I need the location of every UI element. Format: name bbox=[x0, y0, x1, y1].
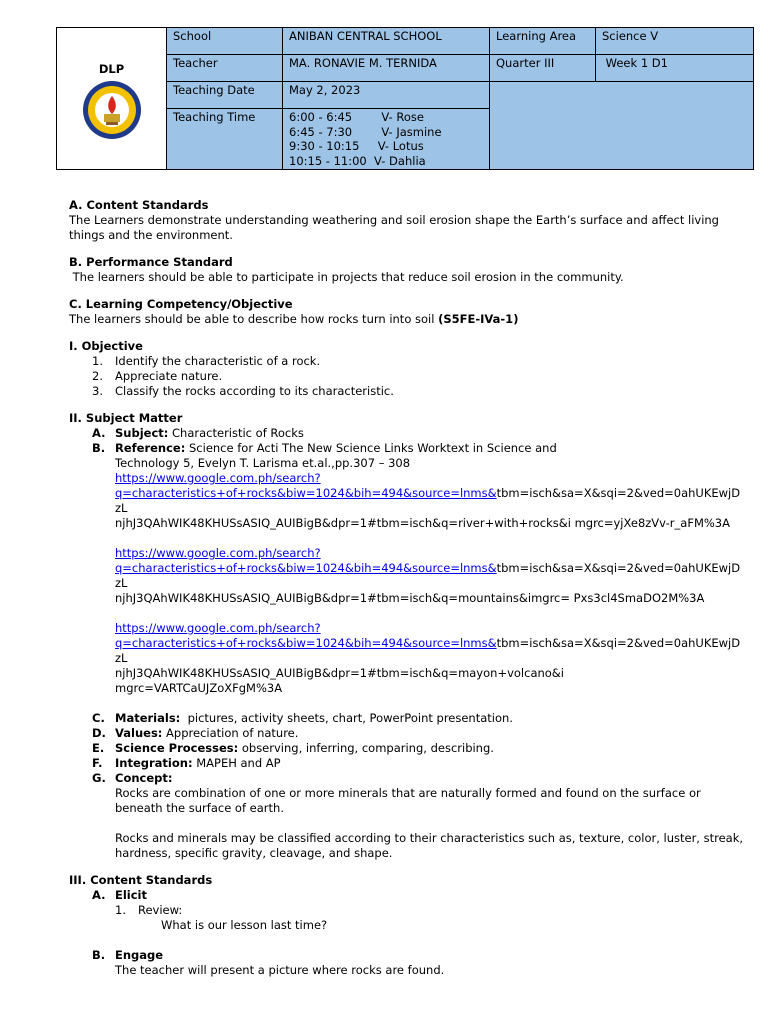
list-item bbox=[92, 369, 744, 384]
empty-cell bbox=[490, 82, 754, 170]
item-letter: E. bbox=[92, 741, 105, 755]
lesson-body bbox=[69, 198, 744, 978]
item-number: 2. bbox=[92, 369, 103, 383]
item-text: Appreciate nature. bbox=[115, 369, 223, 383]
link-text: njhJ3QAhWIK48KHUSsASIQ_AUIBigB&dpr=1#tbm=isch&q=river+with+rocks&i mgrc=yjXe8zVv-r_aFM%3A bbox=[115, 516, 730, 530]
item-key: Engage bbox=[115, 948, 164, 962]
objective-title: I. Objective bbox=[69, 339, 143, 353]
reference-continued: Technology 5, Evelyn T. Larisma et.al.,pp.307 – 308 bbox=[115, 456, 411, 470]
content-3-list bbox=[92, 888, 744, 978]
week-value: Week 1 D1 bbox=[596, 55, 754, 82]
item-key: Values: bbox=[115, 726, 163, 740]
item-letter: A. bbox=[92, 888, 106, 902]
list-item bbox=[92, 426, 744, 441]
header-table bbox=[56, 27, 754, 170]
item-key: Concept: bbox=[115, 771, 173, 785]
time-line: 9:30 - 10:15 V- Lotus bbox=[289, 139, 424, 153]
list-item bbox=[92, 888, 744, 903]
link-text: tbm=isch&sa=X&sqi=2&ved=0ahUKEwjDzL bbox=[115, 636, 741, 665]
list-item bbox=[92, 771, 744, 786]
item-number: 1. bbox=[115, 903, 126, 917]
time-line: 10:15 - 11:00 V- Dahlia bbox=[289, 153, 426, 168]
performance-standard-title: B. Performance Standard bbox=[69, 255, 233, 269]
learning-area-value: Science V bbox=[596, 28, 754, 55]
list-item bbox=[92, 726, 744, 741]
item-value: Appreciation of nature. bbox=[162, 726, 299, 740]
concept-paragraph-2: Rocks and minerals may be classified according to their characteristics such as, texture, color, luster, streak, hardness, specific gravity, cleavage, and shape. bbox=[115, 831, 744, 860]
item-text: Identify the characteristic of a rock. bbox=[115, 354, 321, 368]
reference-link[interactable]: https://www.google.com.ph/search? bbox=[115, 546, 321, 560]
item-letter: B. bbox=[92, 948, 106, 962]
competency-sentence: The learners should be able to describe how rocks turn into soil bbox=[69, 312, 439, 326]
list-item bbox=[92, 711, 744, 726]
performance-standard-text: The learners should be able to participate in projects that reduce soil erosion in the community. bbox=[69, 270, 624, 284]
logo-cell bbox=[57, 28, 167, 170]
item-letter: B. bbox=[92, 441, 106, 455]
quarter-label: Quarter III bbox=[490, 55, 596, 82]
time-line: 6:45 - 7:30 V- Jasmine bbox=[289, 124, 442, 139]
item-key: Materials: bbox=[115, 711, 181, 725]
teacher-label: Teacher bbox=[167, 55, 283, 82]
review-question: What is our lesson last time? bbox=[161, 918, 328, 932]
item-text: Classify the rocks according to its characteristic. bbox=[115, 384, 394, 398]
content-standards-title: A. Content Standards bbox=[69, 198, 209, 212]
item-number: 1. bbox=[92, 354, 103, 368]
learning-area-label: Learning Area bbox=[490, 28, 596, 55]
item-value: Characteristic of Rocks bbox=[168, 426, 304, 440]
link-text: tbm=isch&sa=X&sqi=2&ved=0ahUKEwjDzL bbox=[115, 486, 741, 515]
teaching-time-label: Teaching Time bbox=[167, 109, 283, 170]
teaching-date-value: May 2, 2023 bbox=[283, 82, 490, 109]
competency-text bbox=[69, 312, 744, 327]
list-item bbox=[92, 441, 744, 456]
item-value: MAPEH and AP bbox=[192, 756, 281, 770]
item-key: Subject: bbox=[115, 426, 169, 440]
item-letter: G. bbox=[92, 771, 106, 785]
competency-code: (S5FE-IVa-1) bbox=[438, 312, 519, 326]
item-key: Reference: bbox=[115, 441, 186, 455]
teacher-value: MA. RONAVIE M. TERNIDA bbox=[283, 55, 490, 82]
list-item bbox=[92, 741, 744, 756]
item-letter: A. bbox=[92, 426, 106, 440]
list-item bbox=[92, 948, 744, 963]
link-text: tbm=isch&sa=X&sqi=2&ved=0ahUKEwjDzL bbox=[115, 561, 741, 590]
link-text: njhJ3QAhWIK48KHUSsASIQ_AUIBigB&dpr=1#tbm=isch&q=mountains&imgrc= Pxs3cl4SmaDO2M%3A bbox=[115, 591, 705, 605]
list-item bbox=[92, 354, 744, 369]
subject-matter-list bbox=[92, 426, 744, 861]
item-key: Science Processes: bbox=[115, 741, 239, 755]
list-item bbox=[92, 384, 744, 399]
reference-link-3 bbox=[115, 621, 744, 696]
item-letter: C. bbox=[92, 711, 105, 725]
reference-link[interactable]: q=characteristics+of+rocks&biw=1024&bih=494&source=lnms& bbox=[115, 486, 497, 500]
competency-title: C. Learning Competency/Objective bbox=[69, 297, 293, 311]
link-text: mgrc=VARTCaUJZoXFgM%3A bbox=[115, 681, 283, 695]
item-value: pictures, activity sheets, chart, PowerPoint presentation. bbox=[180, 711, 513, 725]
reference-link[interactable]: q=characteristics+of+rocks&biw=1024&bih=494&source=lnms& bbox=[115, 561, 497, 575]
teaching-date-label: Teaching Date bbox=[167, 82, 283, 109]
teaching-time-value bbox=[283, 109, 490, 170]
reference-link[interactable]: q=characteristics+of+rocks&biw=1024&bih=494&source=lnms& bbox=[115, 636, 497, 650]
item-text: Review: bbox=[138, 903, 183, 917]
item-key: Elicit bbox=[115, 888, 147, 902]
reference-link[interactable]: https://www.google.com.ph/search? bbox=[115, 621, 321, 635]
item-letter: D. bbox=[92, 726, 106, 740]
time-line: 6:00 - 6:45 V- Rose bbox=[289, 110, 424, 124]
objective-list bbox=[92, 354, 744, 399]
list-item bbox=[92, 756, 744, 771]
school-value: ANIBAN CENTRAL SCHOOL bbox=[283, 28, 490, 55]
engage-text: The teacher will present a picture where rocks are found. bbox=[115, 963, 445, 977]
dlp-label: DLP bbox=[98, 62, 125, 76]
content-standards-text: The Learners demonstrate understanding weathering and soil erosion shape the Earth’s surface and affect living things and the environment. bbox=[69, 213, 719, 242]
item-number: 3. bbox=[92, 384, 103, 398]
school-label: School bbox=[167, 28, 283, 55]
school-seal-icon bbox=[82, 80, 142, 140]
reference-link-1 bbox=[115, 471, 744, 531]
link-text: njhJ3QAhWIK48KHUSsASIQ_AUIBigB&dpr=1#tbm=isch&q=mayon+volcano&i bbox=[115, 666, 564, 680]
item-value: Science for Acti The New Science Links Worktext in Science and bbox=[185, 441, 557, 455]
item-value: observing, inferring, comparing, describing. bbox=[238, 741, 494, 755]
subject-matter-title: II. Subject Matter bbox=[69, 411, 183, 425]
item-key: Integration: bbox=[115, 756, 193, 770]
concept-paragraph-1: Rocks are combination of one or more minerals that are naturally formed and found on the surface or beneath the surface of earth. bbox=[115, 786, 701, 815]
list-item bbox=[115, 903, 744, 918]
reference-link-2 bbox=[115, 546, 744, 606]
content-standards-3-title: III. Content Standards bbox=[69, 873, 213, 887]
reference-link[interactable]: https://www.google.com.ph/search? bbox=[115, 471, 321, 485]
item-letter: F. bbox=[92, 756, 103, 770]
